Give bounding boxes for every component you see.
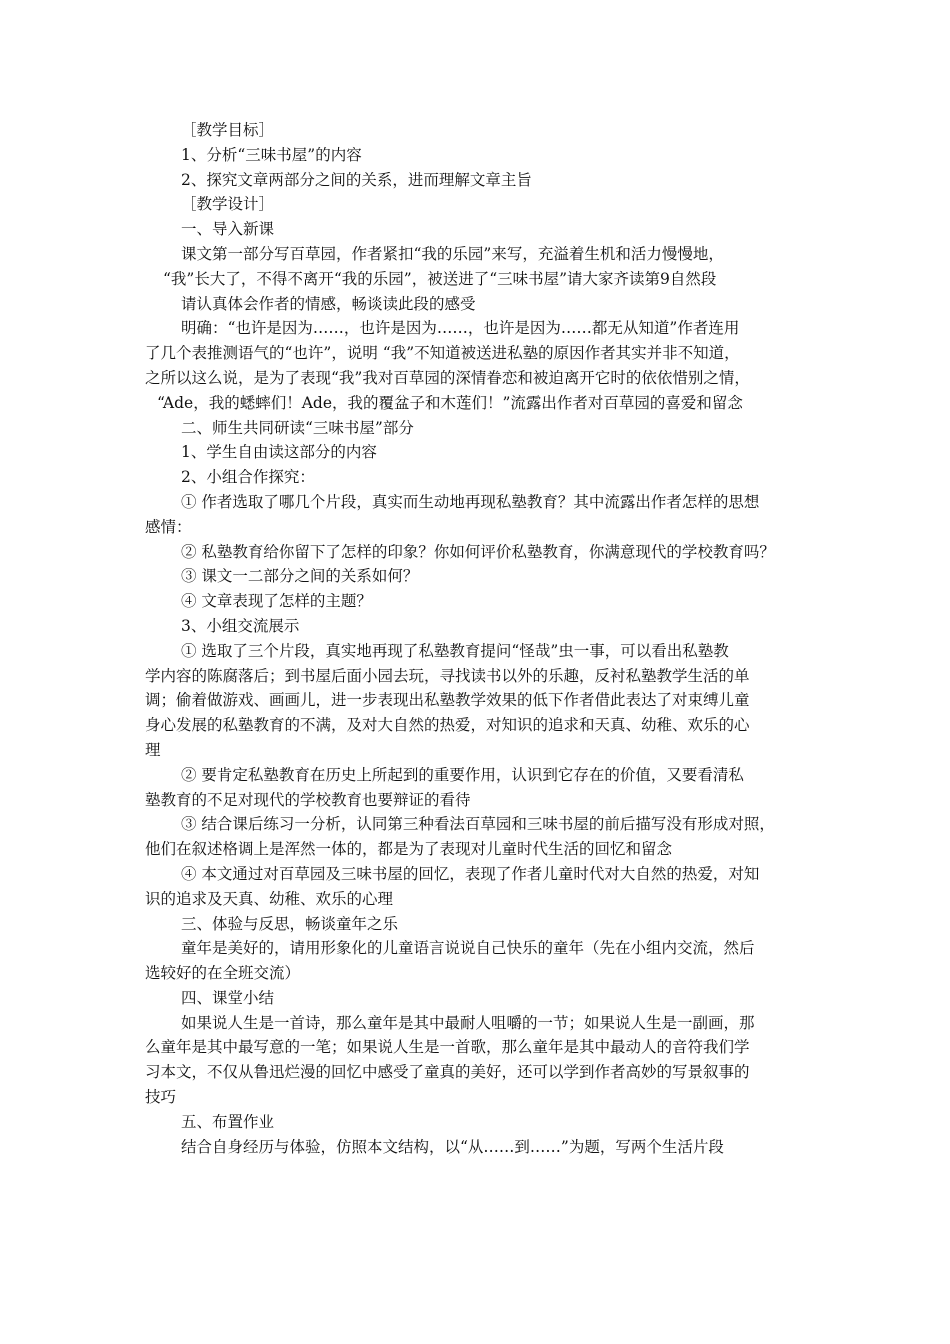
text-line: 身心发展的私塾教育的不满，及对大自然的热爱，对知识的追求和天真、幼稚、欢乐的心 — [145, 716, 750, 735]
text-line: 技巧 — [145, 1088, 177, 1107]
text-line: 童年是美好的，请用形象化的儿童语言说说自己快乐的童年（先在小组内交流，然后 — [181, 939, 755, 958]
section-heading: 五、布置作业 — [181, 1112, 275, 1131]
text-line: 之所以这么说，是为了表现“我”我对百草园的深情眷恋和被迫离开它时的依依惜别之情， — [145, 368, 750, 387]
answer-item: ② 要肯定私塾教育在历史上所起到的重要作用，认识到它存在的价值，又要看清私 — [181, 765, 744, 784]
text-line: 学内容的陈腐落后；到书屋后面小园去玩，寻找读书以外的乐趣，反衬私塾教学生活的单 — [145, 666, 750, 685]
text-line: 习本文，不仅从鲁迅烂漫的回忆中感受了童真的美好，还可以学到作者高妙的写景叙事的 — [145, 1063, 750, 1082]
question-item: ② 私塾教育给你留下了怎样的印象？你如何评价私塾教育，你满意现代的学校教育吗？ — [181, 542, 775, 561]
text-line: 明确：“也许是因为……，也许是因为……，也许是因为……都无从知道”作者连用 — [181, 319, 740, 338]
text-line: 2、小组合作探究： — [181, 468, 315, 487]
text-line: 结合自身经历与体验，仿照本文结构，以“从……到……”为题，写两个生活片段 — [181, 1137, 724, 1156]
text-line: 了几个表推测语气的“也许”，说明 “我”不知道被送进私塾的原因作者其实并非不知道， — [145, 344, 740, 363]
question-item: ④ 文章表现了怎样的主题？ — [181, 592, 372, 611]
section-heading: 一、导入新课 — [181, 220, 275, 239]
text-line: “Ade，我的蟋蟀们！Ade，我的覆盆子和木莲们！”流露出作者对百草园的喜爱和留念 — [157, 393, 743, 412]
text-line: 么童年是其中最写意的一笔；如果说人生是一首歌，那么童年是其中最动人的音符我们学 — [145, 1038, 750, 1057]
answer-item: ① 选取了三个片段，真实地再现了私塾教育提问“怪哉”虫一事，可以看出私塾教 — [181, 641, 729, 660]
text-line: 塾教育的不足对现代的学校教育也要辩证的看待 — [145, 790, 471, 809]
section-heading: 四、课堂小结 — [181, 988, 275, 1007]
text-line: 请认真体会作者的情感，畅谈读此段的感受 — [181, 294, 476, 313]
answer-item: ④ 本文通过对百草园及三味书屋的回忆，表现了作者儿童时代对大自然的热爱，对知 — [181, 864, 760, 883]
answer-item: ③ 结合课后练习一分析，认同第三种看法百草园和三味书屋的前后描写没有形成对照， — [181, 815, 775, 834]
text-line: 课文第一部分写百草园，作者紧扣“我的乐园”来写，充溢着生机和活力慢慢地， — [181, 244, 724, 263]
text-line: 如果说人生是一首诗，那么童年是其中最耐人咀嚼的一节；如果说人生是一副画，那 — [181, 1013, 755, 1032]
question-item: ③ 课文一二部分之间的关系如何？ — [181, 567, 419, 586]
text-line: 理 — [145, 740, 161, 759]
text-line: 调；偷着做游戏、画画儿，进一步表现出私塾教学效果的低下作者借此表达了对束缚儿童 — [145, 691, 750, 710]
text-line: 感情： — [145, 517, 192, 536]
text-line: 3、小组交流展示 — [181, 616, 300, 635]
text-line: 1、学生自由读这部分的内容 — [181, 443, 377, 462]
text-line: 他们在叙述格调上是浑然一体的，都是为了表现对儿童时代生活的回忆和留念 — [145, 840, 673, 859]
heading-teaching-goals: ［教学目标］ — [181, 121, 275, 139]
section-heading: 三、体验与反思，畅谈童年之乐 — [181, 914, 399, 933]
goal-item: 1、分析“三味书屋”的内容 — [181, 145, 362, 164]
goal-item: 2、探究文章两部分之间的关系，进而理解文章主旨 — [181, 170, 532, 189]
section-heading: 二、师生共同研读“三味书屋”部分 — [181, 418, 414, 437]
document-body — [145, 118, 825, 1159]
text-line: 选较好的在全班交流） — [145, 964, 301, 983]
text-line: 识的追求及天真、幼稚、欢乐的心理 — [145, 889, 394, 908]
text-line: “我”长大了，不得不离开“我的乐园”，被送进了“三味书屋”请大家齐读第9自然段 — [163, 269, 717, 288]
heading-teaching-design: ［教学设计］ — [181, 195, 275, 214]
question-item: ① 作者选取了哪几个片段，真实而生动地再现私塾教育？其中流露出作者怎样的思想 — [181, 492, 760, 511]
